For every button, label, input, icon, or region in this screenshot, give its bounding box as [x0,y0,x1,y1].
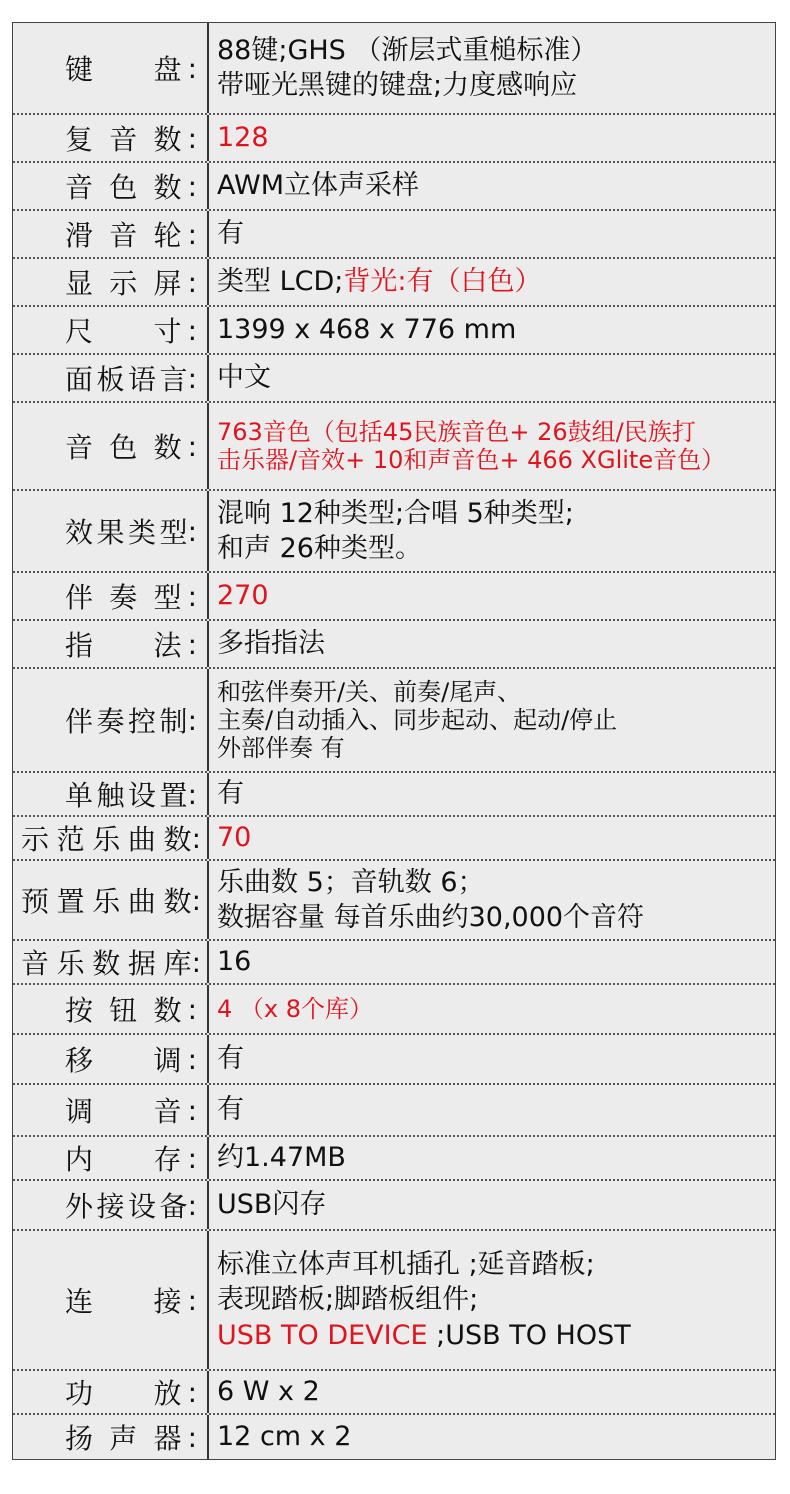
spec-row [13,621,775,669]
spec-value: 中文 [217,362,271,394]
spec-row [13,403,775,491]
spec-value: 标准立体声耳机插孔 ;延音踏板; 表现踏板;脚踏板组件; USB TO DEVICE ;USB TO HOST [217,1249,631,1351]
spec-row [13,1371,775,1415]
spec-row [13,773,775,817]
spec-label: 音 乐 数 据 库 : [13,941,209,983]
spec-value: 约1.47MB [217,1142,346,1174]
spec-value: 6 W x 2 [217,1376,320,1408]
spec-row [13,259,775,307]
spec-row [13,1085,775,1137]
spec-value: 乐曲数 5；音轨数 6； 数据容量 每首乐曲约30,000个音符 [217,866,645,933]
spec-value: 4 （x 8个库） [217,994,373,1023]
spec-value: 有 [217,1094,244,1126]
spec-label: 显 示 屏 : [13,259,209,305]
spec-label: 键 盘 : [13,23,209,113]
spec-value: USB闪存 [217,1189,327,1221]
spec-row [13,163,775,211]
spec-row [13,355,775,403]
spec-value: 12 cm x 2 [217,1421,352,1453]
spec-value: 有 [217,218,244,250]
spec-value: 70 [217,822,252,854]
spec-table [12,22,776,1460]
spec-row [13,1231,775,1371]
spec-label: 扬 声 器 : [13,1415,209,1459]
spec-label: 滑 音 轮 : [13,211,209,257]
spec-label: 音 色 数 : [13,163,209,209]
spec-label: 复 音 数 : [13,115,209,161]
spec-value: 有 [217,778,244,810]
spec-row [13,669,775,773]
spec-value: 类型 LCD;背光:有（白色） [217,266,542,298]
spec-label: 外 接 设 备 : [13,1181,209,1229]
spec-row [13,1035,775,1085]
spec-row [13,817,775,861]
spec-row [13,941,775,985]
spec-row [13,573,775,621]
spec-row [13,307,775,355]
spec-label: 指 法 : [13,621,209,667]
spec-label: 内 存 : [13,1137,209,1179]
spec-row [13,211,775,259]
spec-row [13,1415,775,1459]
spec-value: 16 [217,946,252,978]
spec-label: 效 果 类 型 : [13,491,209,571]
spec-value: AWM立体声采样 [217,170,419,202]
spec-value: 多指指法 [217,628,325,660]
spec-row [13,861,775,941]
spec-label: 预 置 乐 曲 数 : [13,861,209,939]
spec-label: 功 放 : [13,1371,209,1413]
spec-row [13,491,775,573]
spec-label: 面 板 语 言 : [13,355,209,401]
spec-row [13,985,775,1035]
spec-label: 音 色 数 : [13,403,209,489]
spec-value: 128 [217,122,269,154]
spec-value: 有 [217,1043,244,1075]
spec-label: 调 音 : [13,1085,209,1135]
spec-row [13,1181,775,1231]
spec-label: 示 范 乐 曲 数 : [13,817,209,859]
spec-label: 伴 奏 型 : [13,573,209,619]
spec-row [13,115,775,163]
spec-value: 1399 x 468 x 776 mm [217,314,517,346]
spec-value: 和弦伴奏开/关、前奏/尾声、 主奏/自动插入、同步起动、起动/停止 外部伴奏 有 [217,677,618,763]
spec-label: 连 接 : [13,1231,209,1369]
spec-row [13,23,775,115]
spec-label: 尺 寸 : [13,307,209,353]
spec-label: 伴 奏 控 制 : [13,669,209,771]
spec-value: 混响 12种类型;合唱 5种类型; 和声 26种类型。 [217,497,574,564]
spec-value: 763音色（包括45民族音色+ 26鼓组/民族打 击乐器/音效+ 10和声音色+ 466 XGlite音色） [217,417,726,474]
spec-value: 270 [217,580,269,612]
spec-label: 移 调 : [13,1035,209,1083]
spec-label: 按 钮 数 : [13,985,209,1033]
spec-value: 88键;GHS （渐层式重槌标准） 带哑光黑键的键盘;力度感响应 [217,34,598,101]
spec-label: 单 触 设 置 : [13,773,209,815]
spec-row [13,1137,775,1181]
